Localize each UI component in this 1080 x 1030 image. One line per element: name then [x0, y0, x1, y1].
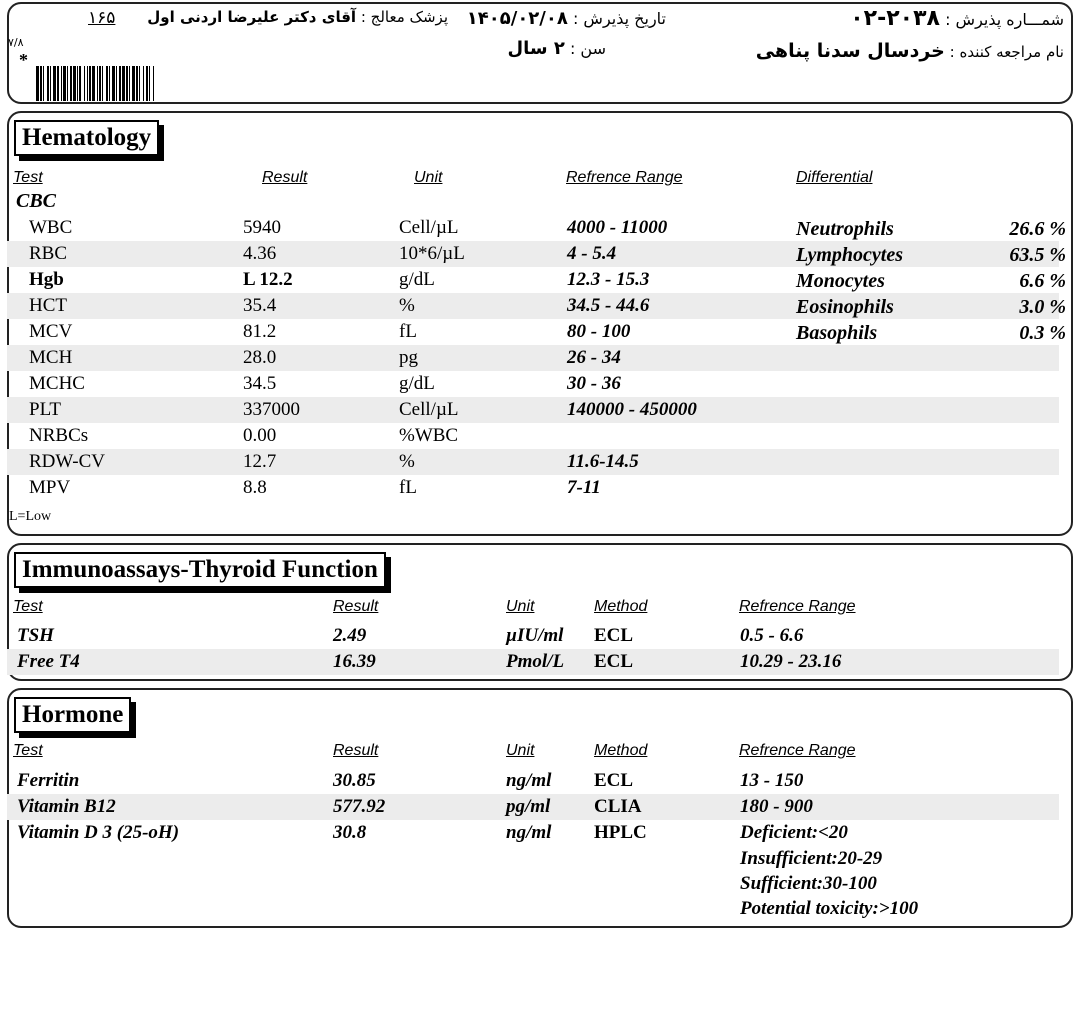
- unit: %WBC: [399, 425, 459, 446]
- result-value: 30.85: [333, 770, 376, 791]
- result-value: 0.00: [243, 425, 277, 446]
- table-row: [7, 345, 1059, 371]
- method: ECL: [594, 651, 634, 672]
- unit: Cell/µL: [399, 217, 459, 238]
- test-name: HCT: [29, 295, 67, 316]
- reference-range: 4 - 5.4: [567, 243, 617, 264]
- reference-range: 11.6-14.5: [567, 451, 639, 472]
- patient-label: نام مراجعه کننده :: [949, 43, 1064, 61]
- hormone-header-unit: Unit: [506, 742, 535, 759]
- result-value: 28.0: [243, 347, 277, 368]
- barcode: [36, 66, 280, 101]
- unit: %: [399, 451, 415, 472]
- admission-date: ۱۴۰۵/۰۲/۰۸: [466, 8, 568, 29]
- reference-range: 10.29 - 23.16: [740, 651, 842, 672]
- test-name: Hgb: [29, 269, 64, 290]
- admission-number: ۲۰۳۸-۰۲: [850, 6, 940, 31]
- unit: g/dL: [399, 269, 435, 290]
- reference-range: 0.5 - 6.6: [740, 625, 804, 646]
- admission-number-label: شمـــاره پذیرش :: [945, 10, 1064, 29]
- thyroid-title: Immunoassays-Thyroid Function: [14, 552, 386, 588]
- age-field: [507, 38, 606, 59]
- thyroid-header-unit: Unit: [506, 598, 535, 615]
- unit: %: [399, 295, 415, 316]
- test-name: MCH: [29, 347, 73, 368]
- reference-range: 12.3 - 15.3: [567, 269, 650, 290]
- table-row: [7, 215, 1059, 241]
- reference-range: 4000 - 11000: [567, 217, 668, 238]
- table-row: [7, 820, 1059, 846]
- reference-range: 80 - 100: [567, 321, 631, 342]
- result-value: 16.39: [333, 651, 376, 672]
- test-name: WBC: [29, 217, 73, 238]
- table-row: [7, 475, 1059, 501]
- method: ECL: [594, 770, 634, 791]
- reference-range: 140000 - 450000: [567, 399, 697, 420]
- admission-date-field: [467, 8, 666, 29]
- unit: 10*6/µL: [399, 243, 465, 264]
- table-row: [7, 768, 1059, 794]
- page-number: ۱۶۵: [88, 8, 116, 28]
- patient-name: خردسال سدنا پناهی: [755, 40, 945, 62]
- thyroid-header-test: Test: [13, 598, 43, 615]
- result-value: 4.36: [243, 243, 277, 264]
- hormone-header-method: Method: [594, 742, 648, 759]
- footnote: L=Low: [9, 509, 52, 524]
- unit: pg/ml: [506, 796, 551, 817]
- table-row: [7, 423, 1059, 449]
- doctor-field: [147, 8, 448, 26]
- table-row: [7, 794, 1059, 820]
- test-name: Vitamin B12: [17, 796, 116, 817]
- differential-name: Eosinophils: [796, 296, 894, 318]
- result-value: 337000: [243, 399, 300, 420]
- method: ECL: [594, 625, 634, 646]
- vitamin-d-range-line: Insufficient:20-29: [740, 848, 883, 869]
- unit: µIU/ml: [506, 625, 564, 646]
- col-header-range: Refrence Range: [566, 169, 683, 186]
- reference-range: 26 - 34: [567, 347, 621, 368]
- doctor-name: آقای دکتر علیرضا اردنی اول: [147, 8, 357, 26]
- differential-name: Neutrophils: [796, 218, 894, 240]
- unit: g/dL: [399, 373, 435, 394]
- method: CLIA: [594, 796, 642, 817]
- reference-range: 30 - 36: [567, 373, 621, 394]
- admission-number-field: [850, 6, 1064, 31]
- result-value: 577.92: [333, 796, 386, 817]
- table-row: [7, 319, 1059, 345]
- cbc-group-label: CBC: [16, 190, 57, 212]
- differential-value: 3.0 %: [1019, 296, 1066, 318]
- test-name: MCHC: [29, 373, 85, 394]
- thyroid-header-method: Method: [594, 598, 648, 615]
- col-header-test: Test: [13, 169, 43, 186]
- thyroid-header-range: Refrence Range: [739, 598, 856, 615]
- result-value: 30.8: [333, 822, 367, 843]
- test-name: MCV: [29, 321, 73, 342]
- reference-range: 34.5 - 44.6: [567, 295, 650, 316]
- test-name: PLT: [29, 399, 62, 420]
- admission-date-label: تاریخ پذیرش :: [572, 9, 666, 28]
- unit: pg: [399, 347, 418, 368]
- test-name: Free T4: [17, 651, 80, 672]
- star-mark: *: [19, 50, 28, 70]
- result-value: 8.8: [243, 477, 267, 498]
- test-name: Vitamin D 3 (25-oH): [17, 822, 180, 843]
- differential-value: 0.3 %: [1019, 322, 1066, 344]
- hormone-header-test: Test: [13, 742, 43, 759]
- result-value: 35.4: [243, 295, 277, 316]
- result-value: L 12.2: [243, 269, 293, 290]
- result-value: 34.5: [243, 373, 277, 394]
- unit: Cell/µL: [399, 399, 459, 420]
- differential-value: 26.6 %: [1009, 218, 1066, 240]
- reference-range: 180 - 900: [740, 796, 813, 817]
- unit: fL: [399, 321, 417, 342]
- unit: ng/ml: [506, 770, 552, 791]
- test-name: Ferritin: [17, 770, 80, 791]
- table-row: [7, 397, 1059, 423]
- age-value: ۲ سال: [507, 38, 565, 59]
- patient-field: [756, 40, 1064, 62]
- result-value: 5940: [243, 217, 281, 238]
- unit: fL: [399, 477, 417, 498]
- col-header-unit: Unit: [414, 169, 443, 186]
- hormone-header-range: Refrence Range: [739, 742, 856, 759]
- test-name: RDW-CV: [29, 451, 105, 472]
- test-name: TSH: [17, 625, 54, 646]
- result-value: 2.49: [333, 625, 367, 646]
- test-name: NRBCs: [29, 425, 89, 446]
- reference-range: 7-11: [567, 477, 601, 498]
- unit: ng/ml: [506, 822, 552, 843]
- table-row: [7, 649, 1059, 675]
- reference-range: 13 - 150: [740, 770, 804, 791]
- test-name: RBC: [29, 243, 68, 264]
- doctor-label: پزشک معالج :: [360, 8, 448, 26]
- table-row: [7, 293, 1059, 319]
- corner-mark: ۷/۸: [8, 36, 24, 49]
- differential-name: Lymphocytes: [796, 244, 904, 266]
- barcode-bar: [154, 66, 156, 101]
- age-label: سن :: [569, 39, 606, 58]
- vitamin-d-range-line: Sufficient:30-100: [740, 873, 877, 894]
- test-name: MPV: [29, 477, 71, 498]
- method: HPLC: [594, 822, 647, 843]
- col-header-result: Result: [262, 169, 308, 186]
- differential-name: Monocytes: [796, 270, 885, 292]
- result-value: 12.7: [243, 451, 277, 472]
- differential-value: 63.5 %: [1009, 244, 1066, 266]
- table-row: [7, 623, 1059, 649]
- thyroid-header-result: Result: [333, 598, 379, 615]
- col-header-differential: Differential: [796, 169, 873, 186]
- differential-value: 6.6 %: [1019, 270, 1066, 292]
- vitamin-d-range-line: Potential toxicity:>100: [740, 898, 919, 919]
- unit: Pmol/L: [506, 651, 565, 672]
- hormone-header-result: Result: [333, 742, 379, 759]
- hormone-title: Hormone: [14, 697, 131, 733]
- table-row: [7, 267, 1059, 293]
- table-row: [7, 449, 1059, 475]
- differential-name: Basophils: [796, 322, 878, 344]
- hematology-title: Hematology: [14, 120, 159, 156]
- table-row: [7, 371, 1059, 397]
- reference-range: Deficient:<20: [740, 822, 848, 843]
- result-value: 81.2: [243, 321, 277, 342]
